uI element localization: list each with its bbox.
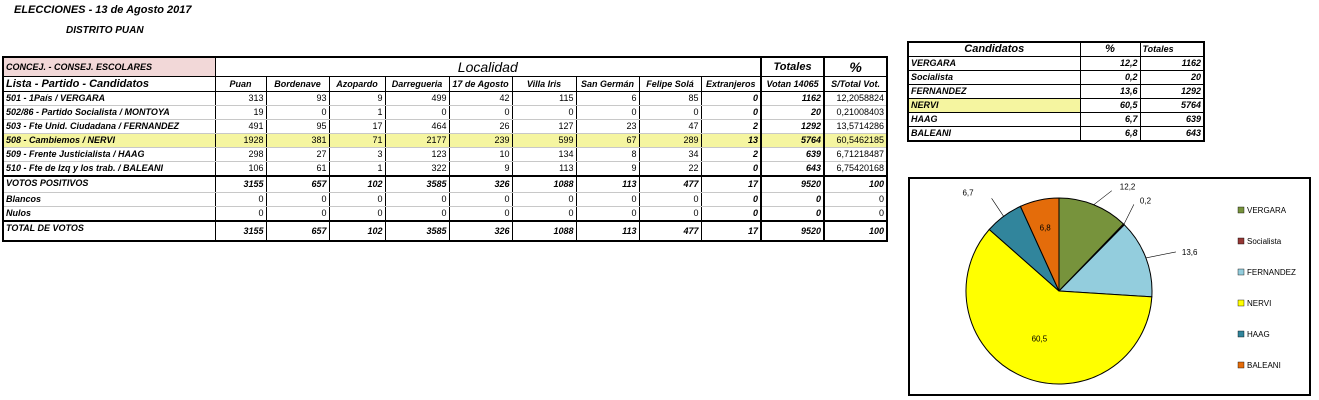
cell-value: 639 — [761, 148, 824, 162]
cell-value: 0,21008403 — [824, 106, 887, 120]
cell-value: 9520 — [761, 176, 824, 193]
column-header: Felipe Solá — [639, 77, 701, 92]
cell-value: 3585 — [385, 221, 449, 241]
cell-value: 47 — [639, 120, 701, 134]
cell-value: 0 — [576, 207, 639, 222]
candidate-name: FERNANDEZ — [908, 85, 1080, 99]
cell-value: 326 — [449, 176, 512, 193]
cell-value: 102 — [329, 221, 385, 241]
cell-value: 0 — [639, 207, 701, 222]
cell-value: 100 — [824, 221, 887, 241]
cell-value: 0 — [512, 106, 576, 120]
row-label: 509 - Frente Justicialista / HAAG — [3, 148, 215, 162]
cell-value: 0 — [215, 193, 266, 207]
side-table-row — [908, 57, 1204, 71]
cell-value: 67 — [576, 134, 639, 148]
side-table-row — [908, 99, 1204, 113]
cell-value: 1 — [329, 162, 385, 177]
cell-value: 5764 — [761, 134, 824, 148]
cell-value: 27 — [266, 148, 329, 162]
votos-positivos-row — [3, 176, 887, 193]
row-label: 501 - 1País / VERGARA — [3, 92, 215, 106]
legend-label: Socialista — [1247, 237, 1282, 246]
cell-value: 3155 — [215, 221, 266, 241]
cell-value: 0 — [385, 207, 449, 222]
column-header: Darregueria — [385, 77, 449, 92]
cell-value: 17 — [701, 221, 761, 241]
cell-value: 1162 — [761, 92, 824, 106]
cell-value: 0 — [385, 106, 449, 120]
legend-swatch — [1238, 362, 1244, 368]
candidate-total: 643 — [1140, 127, 1204, 142]
side-table-row — [908, 113, 1204, 127]
cell-value: 322 — [385, 162, 449, 177]
cell-value: 0 — [576, 193, 639, 207]
cell-value: 9 — [449, 162, 512, 177]
cell-value: 19 — [215, 106, 266, 120]
legend-label: HAAG — [1247, 330, 1270, 339]
cell-value: 1292 — [761, 120, 824, 134]
concej-label: CONCEJ. - CONSEJ. ESCOLARES — [3, 57, 215, 77]
cell-value: 1088 — [512, 221, 576, 241]
cell-value: 298 — [215, 148, 266, 162]
candidate-total: 5764 — [1140, 99, 1204, 113]
legend-swatch — [1238, 300, 1244, 306]
candidate-name: VERGARA — [908, 57, 1080, 71]
cell-value: 0 — [824, 193, 887, 207]
candidate-total: 20 — [1140, 71, 1204, 85]
cell-value: 0 — [824, 207, 887, 222]
cell-value: 3 — [329, 148, 385, 162]
cell-value: 0 — [701, 207, 761, 222]
cell-value: 71 — [329, 134, 385, 148]
legend-swatch — [1238, 238, 1244, 244]
candidate-percent: 12,2 — [1080, 57, 1140, 71]
cell-value: 0 — [761, 207, 824, 222]
cell-value: 115 — [512, 92, 576, 106]
cell-value: 0 — [266, 207, 329, 222]
cell-value: 26 — [449, 120, 512, 134]
legend-swatch — [1238, 331, 1244, 337]
table-row — [3, 134, 887, 148]
cell-value: 6 — [576, 92, 639, 106]
cell-value: 85 — [639, 92, 701, 106]
cell-value: 0 — [385, 193, 449, 207]
column-header: San Germán — [576, 77, 639, 92]
pie-label: 6,8 — [1039, 223, 1051, 233]
row-label: Nulos — [3, 207, 215, 222]
cell-value: 2 — [701, 148, 761, 162]
blancos-row — [3, 193, 887, 207]
cell-value: 106 — [215, 162, 266, 177]
cell-value: 3585 — [385, 176, 449, 193]
side-table-row — [908, 85, 1204, 99]
cell-value: 8 — [576, 148, 639, 162]
pie-label: 12,2 — [1119, 182, 1136, 192]
pie-label: 13,6 — [1181, 247, 1198, 257]
cell-value: 0 — [701, 193, 761, 207]
cell-value: 93 — [266, 92, 329, 106]
results-table — [2, 56, 888, 242]
legend-swatch — [1238, 207, 1244, 213]
cell-value: 599 — [512, 134, 576, 148]
cell-value: 0 — [449, 193, 512, 207]
cell-value: 61 — [266, 162, 329, 177]
cell-value: 17 — [701, 176, 761, 193]
cell-value: 6,71218487 — [824, 148, 887, 162]
legend-swatch — [1238, 269, 1244, 275]
table-row — [3, 162, 887, 177]
cell-value: 0 — [512, 207, 576, 222]
cell-value: 23 — [576, 120, 639, 134]
localidad-header: Localidad — [215, 57, 761, 77]
row-label: 503 - Fte Unid. Ciudadana / FERNANDEZ — [3, 120, 215, 134]
table-row — [3, 106, 887, 120]
candidate-name: NERVI — [908, 99, 1080, 113]
percent-header: % — [824, 57, 887, 77]
cell-value: 100 — [824, 176, 887, 193]
cell-value: 95 — [266, 120, 329, 134]
candidate-total: 1162 — [1140, 57, 1204, 71]
cell-value: 381 — [266, 134, 329, 148]
pie-leader-line — [1124, 204, 1134, 224]
row-label: VOTOS POSITIVOS — [3, 176, 215, 193]
cell-value: 113 — [576, 176, 639, 193]
candidates-summary-table — [907, 41, 1205, 142]
legend-label: VERGARA — [1247, 206, 1287, 215]
column-header: Bordenave — [266, 77, 329, 92]
candidate-name: Socialista — [908, 71, 1080, 85]
legend-label: FERNANDEZ — [1247, 268, 1296, 277]
candidate-percent: 60,5 — [1080, 99, 1140, 113]
cell-value: 22 — [639, 162, 701, 177]
cell-value: 0 — [761, 193, 824, 207]
cell-value: 6,75420168 — [824, 162, 887, 177]
cell-value: 123 — [385, 148, 449, 162]
column-header: S/Total Vot. — [824, 77, 887, 92]
candidate-percent: 6,8 — [1080, 127, 1140, 142]
cell-value: 0 — [701, 162, 761, 177]
cell-value: 0 — [576, 106, 639, 120]
pie-label: 6,7 — [962, 188, 974, 198]
cell-value: 9520 — [761, 221, 824, 241]
cell-value: 477 — [639, 221, 701, 241]
cell-value: 491 — [215, 120, 266, 134]
cell-value: 0 — [701, 92, 761, 106]
side-header-row — [908, 42, 1204, 57]
pie-label: 60,5 — [1031, 334, 1048, 344]
cell-value: 0 — [639, 193, 701, 207]
cell-value: 0 — [639, 106, 701, 120]
row-label: TOTAL DE VOTOS — [3, 221, 215, 241]
cell-value: 3155 — [215, 176, 266, 193]
cell-value: 13 — [701, 134, 761, 148]
cell-value: 34 — [639, 148, 701, 162]
cell-value: 42 — [449, 92, 512, 106]
candidate-percent: 13,6 — [1080, 85, 1140, 99]
page-subtitle: DISTRITO PUAN — [66, 25, 144, 36]
header-row-columns — [3, 77, 887, 92]
cell-value: 289 — [639, 134, 701, 148]
cell-value: 657 — [266, 221, 329, 241]
side-column-header: Candidatos — [908, 42, 1080, 57]
cell-value: 10 — [449, 148, 512, 162]
cell-value: 1928 — [215, 134, 266, 148]
legend-label: NERVI — [1247, 299, 1272, 308]
candidate-total: 1292 — [1140, 85, 1204, 99]
candidate-name: HAAG — [908, 113, 1080, 127]
cell-value: 239 — [449, 134, 512, 148]
table-row — [3, 92, 887, 106]
cell-value: 2177 — [385, 134, 449, 148]
column-header: 17 de Agosto — [449, 77, 512, 92]
table-row — [3, 120, 887, 134]
candidate-percent: 0,2 — [1080, 71, 1140, 85]
cell-value: 134 — [512, 148, 576, 162]
cell-value: 0 — [329, 207, 385, 222]
row-label: Blancos — [3, 193, 215, 207]
column-header: Extranjeros — [701, 77, 761, 92]
total-votos-row — [3, 221, 887, 241]
pie-chart — [908, 177, 1311, 396]
column-header: Azopardo — [329, 77, 385, 92]
cell-value: 0 — [215, 207, 266, 222]
row-label: 508 - Cambiemos / NERVI — [3, 134, 215, 148]
pie-leader-line — [1146, 252, 1176, 258]
column-header: Villa Iris — [512, 77, 576, 92]
lista-header: Lista - Partido - Candidatos — [3, 77, 215, 92]
cell-value: 1088 — [512, 176, 576, 193]
cell-value: 113 — [576, 221, 639, 241]
cell-value: 113 — [512, 162, 576, 177]
cell-value: 12,2058824 — [824, 92, 887, 106]
page-title: ELECCIONES - 13 de Agosto 2017 — [14, 4, 192, 16]
cell-value: 0 — [449, 106, 512, 120]
pie-chart-svg — [910, 179, 1309, 394]
side-table-row — [908, 127, 1204, 142]
cell-value: 657 — [266, 176, 329, 193]
cell-value: 2 — [701, 120, 761, 134]
cell-value: 127 — [512, 120, 576, 134]
side-column-header: % — [1080, 42, 1140, 57]
side-table-row — [908, 71, 1204, 85]
cell-value: 0 — [266, 106, 329, 120]
column-header: Votan 14065 — [761, 77, 824, 92]
cell-value: 326 — [449, 221, 512, 241]
column-header: Puan — [215, 77, 266, 92]
cell-value: 9 — [576, 162, 639, 177]
pie-leader-line — [1094, 191, 1112, 205]
cell-value: 20 — [761, 106, 824, 120]
candidate-total: 639 — [1140, 113, 1204, 127]
cell-value: 13,5714286 — [824, 120, 887, 134]
cell-value: 1 — [329, 106, 385, 120]
candidate-percent: 6,7 — [1080, 113, 1140, 127]
cell-value: 0 — [449, 207, 512, 222]
cell-value: 0 — [329, 193, 385, 207]
table-row — [3, 148, 887, 162]
cell-value: 102 — [329, 176, 385, 193]
cell-value: 0 — [512, 193, 576, 207]
cell-value: 499 — [385, 92, 449, 106]
candidate-name: BALEANI — [908, 127, 1080, 142]
row-label: 510 - Fte de Izq y los trab. / BALEANI — [3, 162, 215, 177]
cell-value: 0 — [701, 106, 761, 120]
header-row-top — [3, 57, 887, 77]
cell-value: 0 — [266, 193, 329, 207]
cell-value: 313 — [215, 92, 266, 106]
pie-leader-line — [992, 198, 1004, 216]
totales-header: Totales — [761, 57, 824, 77]
cell-value: 464 — [385, 120, 449, 134]
cell-value: 9 — [329, 92, 385, 106]
cell-value: 60,5462185 — [824, 134, 887, 148]
side-column-header: Totales — [1140, 42, 1204, 57]
cell-value: 477 — [639, 176, 701, 193]
nulos-row — [3, 207, 887, 222]
cell-value: 17 — [329, 120, 385, 134]
pie-label: 0,2 — [1139, 196, 1152, 206]
legend-label: BALEANI — [1247, 361, 1281, 370]
row-label: 502/86 - Partido Socialista / MONTOYA — [3, 106, 215, 120]
cell-value: 643 — [761, 162, 824, 177]
